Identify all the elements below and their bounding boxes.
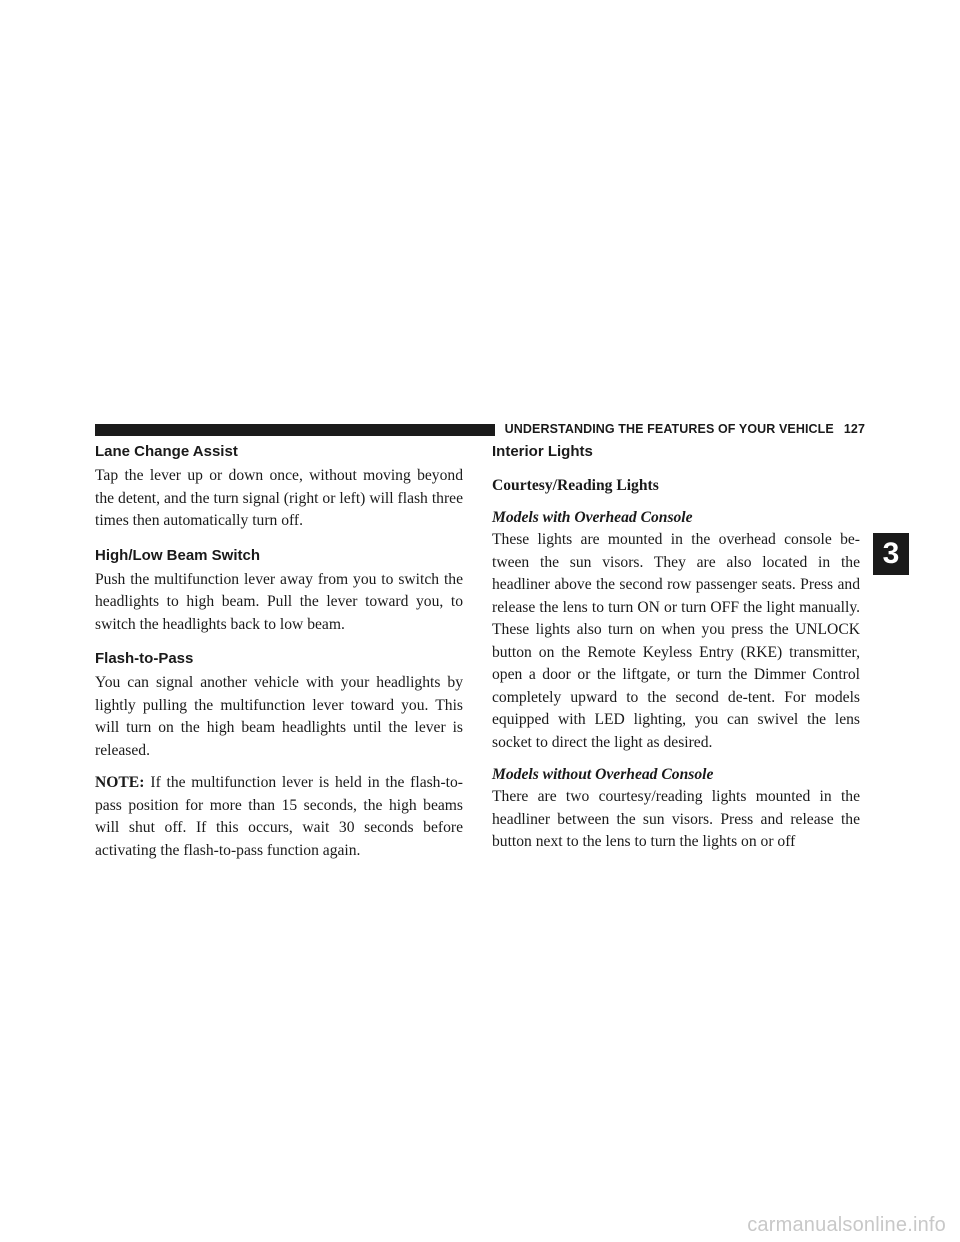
note-paragraph — [95, 772, 463, 862]
header-section-title: UNDERSTANDING THE FEATURES OF YOUR VEHICLE — [504, 422, 834, 436]
page-number: 127 — [843, 422, 865, 436]
right-column — [492, 441, 860, 854]
note-text: If the multifunction lever is held in the flash-to-pass position for more than 15 seconds, the high beams will shut off. If this occurs, wait 30 seconds before activating the flash-to-pass function again. — [95, 774, 463, 859]
running-header — [95, 423, 875, 437]
lane-change-body: Tap the lever up or down once, without moving beyond the detent, and the turn signal (right or left) will flash three times then automatically turn off. — [95, 467, 463, 529]
header-rule — [95, 424, 495, 436]
watermark: carmanualsonline.info — [747, 1214, 946, 1236]
without-console-heading: Models without Overhead Console — [492, 766, 714, 783]
without-console-body: There are two courtesy/reading lights mounted in the headliner between the sun visors. Press and release the button next to the lens to turn the lights on or off — [492, 788, 860, 850]
courtesy-reading-heading: Courtesy/Reading Lights — [492, 477, 659, 494]
high-low-heading: High/Low Beam Switch — [95, 546, 261, 564]
chapter-tab: 3 — [873, 533, 909, 575]
lane-change-heading: Lane Change Assist — [95, 443, 238, 460]
with-console-heading: Models with Overhead Console — [492, 509, 693, 526]
note-label: NOTE: — [95, 774, 145, 791]
with-console-body: These lights are mounted in the overhead console be-tween the sun visors. They are also located in the headliner above the second row passenger seats. Press and release the lens to turn ON or turn OFF the light manually. These lights also turn on when you press the UNLOCK button on the Remote Keyless Entry (RKE) transmitter, open a door or the liftgate, or turn the Dimmer Control completely upward to the second de-tent. For models equipped with LED lighting, you can swivel the lens socket to direct the light as desired. — [492, 531, 860, 751]
flash-to-pass-heading: Flash-to-Pass — [95, 650, 194, 667]
high-low-body: Push the multifunction lever away from you to switch the headlights to high beam. Pull the lever toward you, to switch the headlights back to low beam. — [95, 570, 463, 633]
flash-to-pass-body: You can signal another vehicle with your headlights by lightly pulling the multifunction lever toward you. This will turn on the high beam headlights until the lever is released. — [95, 674, 463, 759]
header-title — [505, 422, 865, 436]
left-column — [95, 441, 463, 862]
interior-lights-heading: Interior Lights — [492, 443, 593, 460]
